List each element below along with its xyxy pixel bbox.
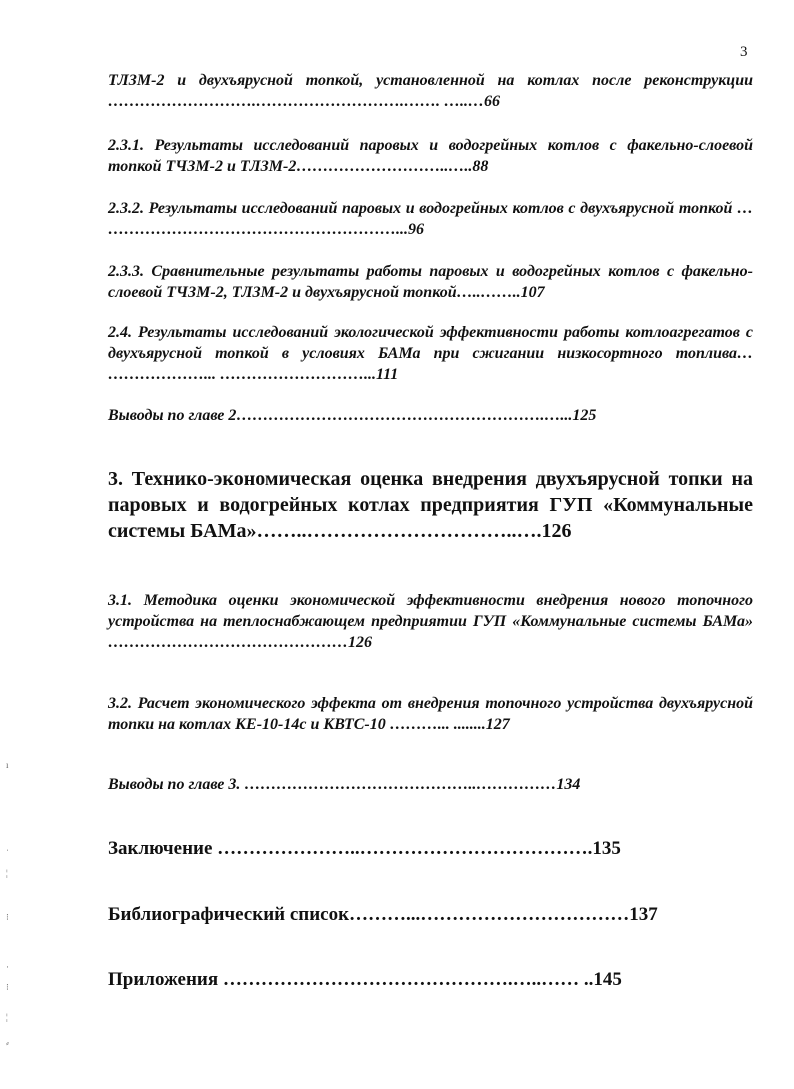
scan-margin-marks	[6, 760, 16, 1060]
toc-entry-3-1: 3.1. Методика оценки экономической эффективности внедрения нового топочного устройства на теплоснабжающем предприятии ГУП «Коммунальные системы БАМа» ………………………………………126	[108, 592, 753, 651]
toc-chapter-3: 3. Технико-экономическая оценка внедрения двухъярусной топки на паровых и водогрейных котлах предприятия ГУП «Коммунальные системы БАМа»……..…………………………..….126	[108, 468, 753, 542]
toc-entry-2-3-3: 2.3.3. Сравнительные результаты работы паровых и водогрейных котлов с факельно-слоевой ТЧЗМ-2, ТЛЗМ-2 и двухъярусной топкой…..……..107	[108, 263, 753, 301]
scan-mark: ı	[6, 760, 9, 770]
toc-heading-conclusion: Заключение …………………..……………………………….135	[108, 838, 621, 859]
toc-entry-continuation: ТЛЗМ-2 и двухъярусной топкой, установленной на котлах после реконструкции ……………………….……………………….……. …..…66	[108, 72, 753, 110]
toc-entry-3-2: 3.2. Расчет экономического эффекта от внедрения топочного устройства двухъярусной топки на котлах КЕ-10-14с и КВТС-10 ………... ........127	[108, 695, 753, 733]
page-number: 3	[740, 44, 748, 60]
scan-mark: ·	[6, 962, 9, 972]
scan-mark: ⁝	[6, 912, 9, 922]
toc-entry-2-4: 2.4. Результаты исследований экологической эффективности работы котлоагрегатов с двухъярусной топкой в условиях БАМа при сжигании низкосортного топлива… ………………... ………………………...111	[108, 324, 753, 383]
toc-entry-conclusions-ch3: Выводы по главе 3. ……………………………………..……………134	[108, 776, 581, 793]
toc-entry-conclusions-ch2: Выводы по главе 2………………………………………………….…...125	[108, 407, 597, 424]
toc-heading-appendices: Приложения ……………………………………….…..…… ..145	[108, 969, 622, 990]
scan-mark: ⸗	[6, 1038, 9, 1048]
scan-mark: ⁝	[6, 982, 9, 992]
toc-entry-2-3-1: 2.3.1. Результаты исследований паровых и водогрейных котлов с факельно-слоевой топкой ТЧЗМ-2 и ТЛЗМ-2………………………..…..88	[108, 137, 753, 175]
toc-entry-2-3-2: 2.3.2. Результаты исследований паровых и водогрейных котлов с двухъярусной топкой … ………………………………………………...96	[108, 200, 753, 238]
toc-heading-bibliography: Библиографический список………...……………………………137	[108, 904, 658, 925]
scan-mark: ˈ	[6, 848, 9, 858]
scan-mark: ¦	[6, 1012, 8, 1022]
scan-mark: ¦	[6, 868, 8, 878]
